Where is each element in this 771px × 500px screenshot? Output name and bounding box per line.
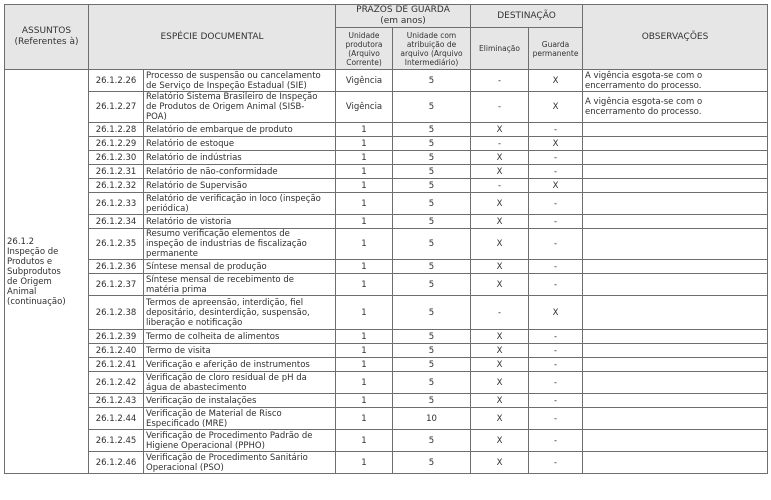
- eliminacao-cell: X: [471, 372, 529, 394]
- eliminacao-cell: X: [471, 151, 529, 165]
- observacoes-cell: [583, 274, 768, 296]
- assunto-line: Animal: [7, 286, 37, 297]
- corrente-cell: 1: [336, 408, 393, 430]
- especie-cell: [144, 215, 336, 229]
- observacoes-cell: [583, 229, 768, 260]
- observacoes-cell: [583, 408, 768, 430]
- eliminacao-cell: X: [471, 394, 529, 408]
- table-row: [5, 151, 768, 165]
- observacoes-cell: [583, 70, 768, 92]
- intermediario-cell: 5: [393, 137, 471, 151]
- especie-line: Verificação e aferição de instrumentos: [146, 359, 310, 370]
- permanente-cell: -: [529, 274, 583, 296]
- code-cell: 26.1.2.36: [89, 260, 144, 274]
- corrente-cell: 1: [336, 452, 393, 474]
- eliminacao-cell: -: [471, 70, 529, 92]
- observacoes-cell: [583, 179, 768, 193]
- corrente-cell: 1: [336, 330, 393, 344]
- assunto-line: (continuação): [7, 296, 66, 307]
- permanente-cell: -: [529, 394, 583, 408]
- corrente-cell: 1: [336, 123, 393, 137]
- table-body: [5, 70, 768, 474]
- header-prazos-line-2: (em anos): [380, 16, 426, 26]
- permanente-cell: -: [529, 229, 583, 260]
- eliminacao-cell: X: [471, 215, 529, 229]
- permanente-cell: X: [529, 92, 583, 123]
- especie-cell: [144, 394, 336, 408]
- especie-cell: [144, 179, 336, 193]
- permanente-cell: -: [529, 215, 583, 229]
- corrente-cell: 1: [336, 344, 393, 358]
- header-assuntos-line-1: ASSUNTOS: [21, 26, 72, 36]
- corrente-cell: Vigência: [336, 70, 393, 92]
- especie-cell: [144, 123, 336, 137]
- eliminacao-cell: -: [471, 92, 529, 123]
- especie-line: Relatório Sistema Brasileiro de Inspeção: [146, 92, 318, 102]
- especie-cell: [144, 296, 336, 330]
- eliminacao-cell: -: [471, 296, 529, 330]
- permanente-cell: X: [529, 137, 583, 151]
- code-cell: 26.1.2.26: [89, 70, 144, 92]
- especie-cell: [144, 452, 336, 474]
- header-prazos-line-1: PRAZOS DE GUARDA: [356, 5, 450, 15]
- code-cell: 26.1.2.37: [89, 274, 144, 296]
- observacoes-cell: [583, 296, 768, 330]
- especie-line: periódica): [146, 203, 189, 214]
- eliminacao-cell: X: [471, 274, 529, 296]
- corrente-cell: Vigência: [336, 92, 393, 123]
- especie-cell: [144, 151, 336, 165]
- especie-line: Relatório de indústrias: [146, 152, 242, 163]
- observacoes-cell: [583, 92, 768, 123]
- permanente-cell: -: [529, 123, 583, 137]
- code-cell: 26.1.2.35: [89, 229, 144, 260]
- header-up-line-1: Unidade: [348, 30, 380, 40]
- especie-line: Termo de colheita de alimentos: [146, 331, 280, 342]
- permanente-cell: -: [529, 260, 583, 274]
- especie-line: Relatório de verificação in loco (inspeção: [146, 193, 321, 204]
- especie-cell: [144, 274, 336, 296]
- code-cell: 26.1.2.31: [89, 165, 144, 179]
- table-row: [5, 165, 768, 179]
- eliminacao-cell: X: [471, 123, 529, 137]
- assunto-line: de Origem: [7, 276, 52, 287]
- code-cell: 26.1.2.28: [89, 123, 144, 137]
- table-row: [5, 215, 768, 229]
- especie-line: Termos de apreensão, interdição, fiel: [146, 297, 304, 308]
- observacoes-cell: [583, 452, 768, 474]
- observacao-line: A vigência esgota-se com o: [585, 97, 703, 107]
- corrente-cell: 1: [336, 229, 393, 260]
- especie-line: Verificação de cloro residual de pH da: [146, 372, 307, 383]
- corrente-cell: 1: [336, 215, 393, 229]
- permanente-cell: -: [529, 358, 583, 372]
- intermediario-cell: 5: [393, 151, 471, 165]
- especie-cell: [144, 193, 336, 215]
- code-cell: 26.1.2.32: [89, 179, 144, 193]
- especie-line: Especificado (MRE): [146, 418, 228, 429]
- especie-line: Resumo verificação elementos de: [146, 229, 290, 239]
- permanente-cell: -: [529, 430, 583, 452]
- header-up-line-3: (Arquivo: [348, 48, 380, 58]
- especie-cell: [144, 260, 336, 274]
- intermediario-cell: 10: [393, 408, 471, 430]
- header-up-line-4: Corrente): [346, 57, 382, 67]
- code-cell: 26.1.2.45: [89, 430, 144, 452]
- observacoes-cell: [583, 372, 768, 394]
- permanente-cell: -: [529, 344, 583, 358]
- code-cell: 26.1.2.34: [89, 215, 144, 229]
- header-ua-line-1: Unidade com: [406, 30, 457, 40]
- permanente-cell: -: [529, 452, 583, 474]
- observacoes-cell: [583, 358, 768, 372]
- especie-line: Verificação de Procedimento Padrão de: [146, 430, 313, 441]
- intermediario-cell: 5: [393, 179, 471, 193]
- especie-cell: [144, 358, 336, 372]
- header-up-line-2: produtora: [345, 39, 383, 49]
- header-eliminacao: Eliminação: [471, 28, 529, 70]
- especie-line: Síntese mensal de produção: [146, 261, 267, 272]
- eliminacao-cell: X: [471, 260, 529, 274]
- table-row: [5, 296, 768, 330]
- especie-line: de Serviço de Inspeção Estadual (SIE): [146, 80, 307, 91]
- especie-line: Relatório de não-conformidade: [146, 166, 278, 177]
- especie-cell: [144, 165, 336, 179]
- observacoes-cell: [583, 151, 768, 165]
- especie-cell: [144, 344, 336, 358]
- eliminacao-cell: -: [471, 179, 529, 193]
- especie-line: liberação e notificação: [146, 317, 243, 328]
- eliminacao-cell: X: [471, 430, 529, 452]
- code-cell: 26.1.2.29: [89, 137, 144, 151]
- corrente-cell: 1: [336, 394, 393, 408]
- especie-line: permanente: [146, 249, 199, 259]
- especie-cell: [144, 372, 336, 394]
- header-prazos-de-guarda: [336, 5, 471, 28]
- table-row: [5, 430, 768, 452]
- intermediario-cell: 5: [393, 372, 471, 394]
- corrente-cell: 1: [336, 372, 393, 394]
- table-row: [5, 330, 768, 344]
- table-row: [5, 372, 768, 394]
- observacao-line: encerramento do processo.: [585, 107, 702, 117]
- intermediario-cell: 5: [393, 296, 471, 330]
- eliminacao-cell: X: [471, 193, 529, 215]
- especie-line: Verificação de Material de Risco: [146, 408, 282, 419]
- code-cell: 26.1.2.42: [89, 372, 144, 394]
- header-assuntos: [5, 5, 89, 70]
- header-observacoes: OBSERVAÇÕES: [583, 5, 768, 70]
- especie-line: matéria prima: [146, 284, 207, 295]
- corrente-cell: 1: [336, 274, 393, 296]
- temporality-table: [4, 4, 768, 474]
- permanente-cell: -: [529, 408, 583, 430]
- table-row: [5, 229, 768, 260]
- header-ua-line-3: arquivo (Arquivo: [400, 48, 463, 58]
- header-unidade-produtora: [336, 28, 393, 70]
- observacoes-cell: [583, 330, 768, 344]
- intermediario-cell: 5: [393, 344, 471, 358]
- code-cell: 26.1.2.44: [89, 408, 144, 430]
- observacoes-cell: [583, 215, 768, 229]
- observacao-line: encerramento do processo.: [585, 80, 702, 91]
- especie-line: POA): [146, 112, 167, 122]
- table-row: [5, 123, 768, 137]
- especie-line: Relatório de Supervisão: [146, 180, 248, 191]
- intermediario-cell: 5: [393, 330, 471, 344]
- code-cell: 26.1.2.40: [89, 344, 144, 358]
- code-cell: 26.1.2.38: [89, 296, 144, 330]
- header-destinacao: DESTINAÇÃO: [471, 5, 583, 28]
- especie-line: Higiene Operacional (PPHO): [146, 440, 265, 451]
- especie-cell: [144, 92, 336, 123]
- intermediario-cell: 5: [393, 215, 471, 229]
- table-row: [5, 274, 768, 296]
- especie-line: Verificação de Procedimento Sanitário: [146, 452, 308, 463]
- header-unidade-atribuicao: [393, 28, 471, 70]
- observacoes-cell: [583, 260, 768, 274]
- especie-line: Verificação de instalações: [146, 395, 257, 406]
- header-gp-line-2: permanente: [532, 48, 579, 58]
- permanente-cell: X: [529, 179, 583, 193]
- corrente-cell: 1: [336, 260, 393, 274]
- header-especie-documental: ESPÉCIE DOCUMENTAL: [89, 5, 336, 70]
- table-row: [5, 179, 768, 193]
- observacoes-cell: [583, 430, 768, 452]
- table-row: [5, 92, 768, 123]
- especie-cell: [144, 70, 336, 92]
- corrente-cell: 1: [336, 193, 393, 215]
- observacoes-cell: [583, 137, 768, 151]
- intermediario-cell: 5: [393, 123, 471, 137]
- observacoes-cell: [583, 193, 768, 215]
- especie-line: Relatório de vistoria: [146, 216, 232, 227]
- header-guarda-permanente: [529, 28, 583, 70]
- table-row: [5, 452, 768, 474]
- eliminacao-cell: X: [471, 408, 529, 430]
- eliminacao-cell: X: [471, 330, 529, 344]
- observacoes-cell: [583, 344, 768, 358]
- intermediario-cell: 5: [393, 430, 471, 452]
- especie-line: depositário, desinterdição, suspensão,: [146, 307, 310, 318]
- permanente-cell: -: [529, 151, 583, 165]
- intermediario-cell: 5: [393, 193, 471, 215]
- observacoes-cell: [583, 123, 768, 137]
- permanente-cell: X: [529, 296, 583, 330]
- intermediario-cell: 5: [393, 92, 471, 123]
- eliminacao-cell: X: [471, 452, 529, 474]
- intermediario-cell: 5: [393, 274, 471, 296]
- header-assuntos-line-2: (Referentes à): [14, 37, 79, 47]
- eliminacao-cell: X: [471, 165, 529, 179]
- corrente-cell: 1: [336, 165, 393, 179]
- corrente-cell: 1: [336, 179, 393, 193]
- intermediario-cell: 5: [393, 394, 471, 408]
- permanente-cell: -: [529, 330, 583, 344]
- observacoes-cell: [583, 394, 768, 408]
- table-row: [5, 260, 768, 274]
- especie-line: água de abastecimento: [146, 382, 247, 393]
- observacoes-cell: [583, 165, 768, 179]
- corrente-cell: 1: [336, 296, 393, 330]
- code-cell: 26.1.2.41: [89, 358, 144, 372]
- corrente-cell: 1: [336, 137, 393, 151]
- table-row: [5, 70, 768, 92]
- especie-cell: [144, 330, 336, 344]
- permanente-cell: -: [529, 165, 583, 179]
- assunto-cell: [5, 70, 89, 474]
- intermediario-cell: 5: [393, 229, 471, 260]
- header-ua-line-2: atribuição de: [406, 39, 457, 49]
- table-row: [5, 358, 768, 372]
- especie-line: Relatório de estoque: [146, 138, 235, 149]
- table-row: [5, 193, 768, 215]
- table-row: [5, 137, 768, 151]
- permanente-cell: X: [529, 70, 583, 92]
- especie-cell: [144, 408, 336, 430]
- permanente-cell: -: [529, 372, 583, 394]
- observacao-line: A vigência esgota-se com o: [585, 70, 703, 81]
- code-cell: 26.1.2.39: [89, 330, 144, 344]
- corrente-cell: 1: [336, 358, 393, 372]
- code-cell: 26.1.2.30: [89, 151, 144, 165]
- especie-cell: [144, 229, 336, 260]
- table-row: [5, 344, 768, 358]
- intermediario-cell: 5: [393, 358, 471, 372]
- especie-line: Termo de visita: [146, 345, 211, 356]
- header-ua-line-4: Intermediário): [404, 57, 459, 67]
- code-cell: 26.1.2.27: [89, 92, 144, 123]
- eliminacao-cell: X: [471, 229, 529, 260]
- corrente-cell: 1: [336, 151, 393, 165]
- code-cell: 26.1.2.43: [89, 394, 144, 408]
- assunto-line: 26.1.2: [7, 236, 35, 247]
- code-cell: 26.1.2.33: [89, 193, 144, 215]
- especie-line: de Produtos de Origem Animal (SISB-: [146, 102, 305, 112]
- code-cell: 26.1.2.46: [89, 452, 144, 474]
- intermediario-cell: 5: [393, 165, 471, 179]
- especie-line: inspeção de industrias de fiscalização: [146, 239, 307, 249]
- intermediario-cell: 5: [393, 452, 471, 474]
- especie-cell: [144, 430, 336, 452]
- table-row: [5, 394, 768, 408]
- especie-line: Relatório de embarque de produto: [146, 124, 293, 135]
- especie-line: Síntese mensal de recebimento de: [146, 274, 294, 285]
- assunto-line: Subprodutos: [7, 266, 61, 277]
- header-gp-line-1: Guarda: [541, 39, 570, 49]
- eliminacao-cell: X: [471, 344, 529, 358]
- especie-line: Processo de suspensão ou cancelamento: [146, 70, 321, 81]
- table-row: [5, 408, 768, 430]
- assunto-line: Produtos e: [7, 256, 53, 267]
- intermediario-cell: 5: [393, 70, 471, 92]
- intermediario-cell: 5: [393, 260, 471, 274]
- permanente-cell: -: [529, 193, 583, 215]
- eliminacao-cell: X: [471, 358, 529, 372]
- eliminacao-cell: -: [471, 137, 529, 151]
- especie-line: Operacional (PSO): [146, 462, 224, 473]
- corrente-cell: 1: [336, 430, 393, 452]
- especie-cell: [144, 137, 336, 151]
- assunto-line: Inspeção de: [7, 246, 59, 257]
